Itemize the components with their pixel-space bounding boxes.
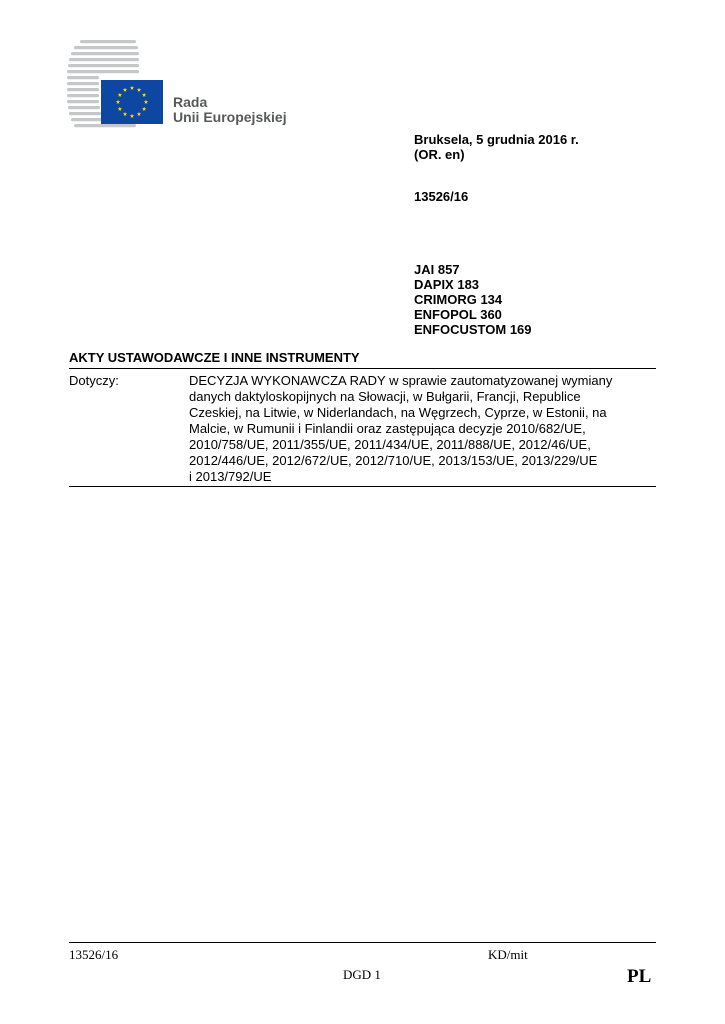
organization-name-line1: Rada <box>173 94 208 110</box>
document-number: 13526/16 <box>414 189 469 204</box>
footer-divider <box>69 942 656 943</box>
footer-language: PL <box>627 966 652 987</box>
subject-line: Malcie, w Rumunii i Finlandii oraz zastępująca decyzje 2010/682/UE, <box>189 421 586 436</box>
divider-bottom <box>69 486 656 487</box>
code-item: ENFOCUSTOM 169 <box>414 322 532 337</box>
logo-stripe <box>74 46 138 49</box>
subject-line: 2012/446/UE, 2012/672/UE, 2012/710/UE, 2013/153/UE, 2013/229/UE <box>189 453 598 468</box>
original-language: (OR. en) <box>414 147 465 162</box>
logo-stripe <box>69 58 139 61</box>
logo-stripe <box>67 94 99 97</box>
logo-stripe <box>67 76 99 79</box>
logo-stripe <box>67 100 99 103</box>
subject-line: Czeskiej, na Litwie, w Niderlandach, na Węgrzech, Cyprze, w Estonii, na <box>189 405 607 420</box>
code-item: CRIMORG 134 <box>414 292 503 307</box>
subject-line: 2010/758/UE, 2011/355/UE, 2011/434/UE, 2011/888/UE, 2012/46/UE, <box>189 437 591 452</box>
logo-stripe <box>67 70 139 73</box>
logo-stripe <box>80 40 136 43</box>
logo-stripe <box>69 112 101 115</box>
organization-name <box>173 95 287 125</box>
subject-text <box>189 373 651 485</box>
date-block <box>414 132 579 162</box>
logo-stripe <box>67 82 99 85</box>
logo-stripe <box>67 88 99 91</box>
footer-department: DGD 1 <box>343 967 381 982</box>
organization-name-line2: Unii Europejskiej <box>173 109 287 125</box>
logo-stripe <box>68 106 100 109</box>
code-item: ENFOPOL 360 <box>414 307 502 322</box>
subject-line: DECYZJA WYKONAWCZA RADY w sprawie zautomatyzowanej wymiany <box>189 373 613 388</box>
section-title: AKTY USTAWODAWCZE I INNE INSTRUMENTY <box>69 350 360 365</box>
subject-line: danych daktyloskopijnych na Słowacji, w Bułgarii, Francji, Republice <box>189 389 581 404</box>
divider-top <box>69 368 656 369</box>
code-item: JAI 857 <box>414 262 460 277</box>
logo-stripe <box>71 52 139 55</box>
document-date: Bruksela, 5 grudnia 2016 r. <box>414 132 579 147</box>
logo-stripe <box>68 64 139 67</box>
logo-stripe <box>74 124 136 127</box>
classification-codes <box>414 262 532 337</box>
subject-label: Dotyczy: <box>69 373 119 388</box>
footer-initials: KD/mit <box>488 947 528 962</box>
footer-document-number: 13526/16 <box>69 947 119 962</box>
subject-line: i 2013/792/UE <box>189 469 272 484</box>
code-item: DAPIX 183 <box>414 277 480 292</box>
